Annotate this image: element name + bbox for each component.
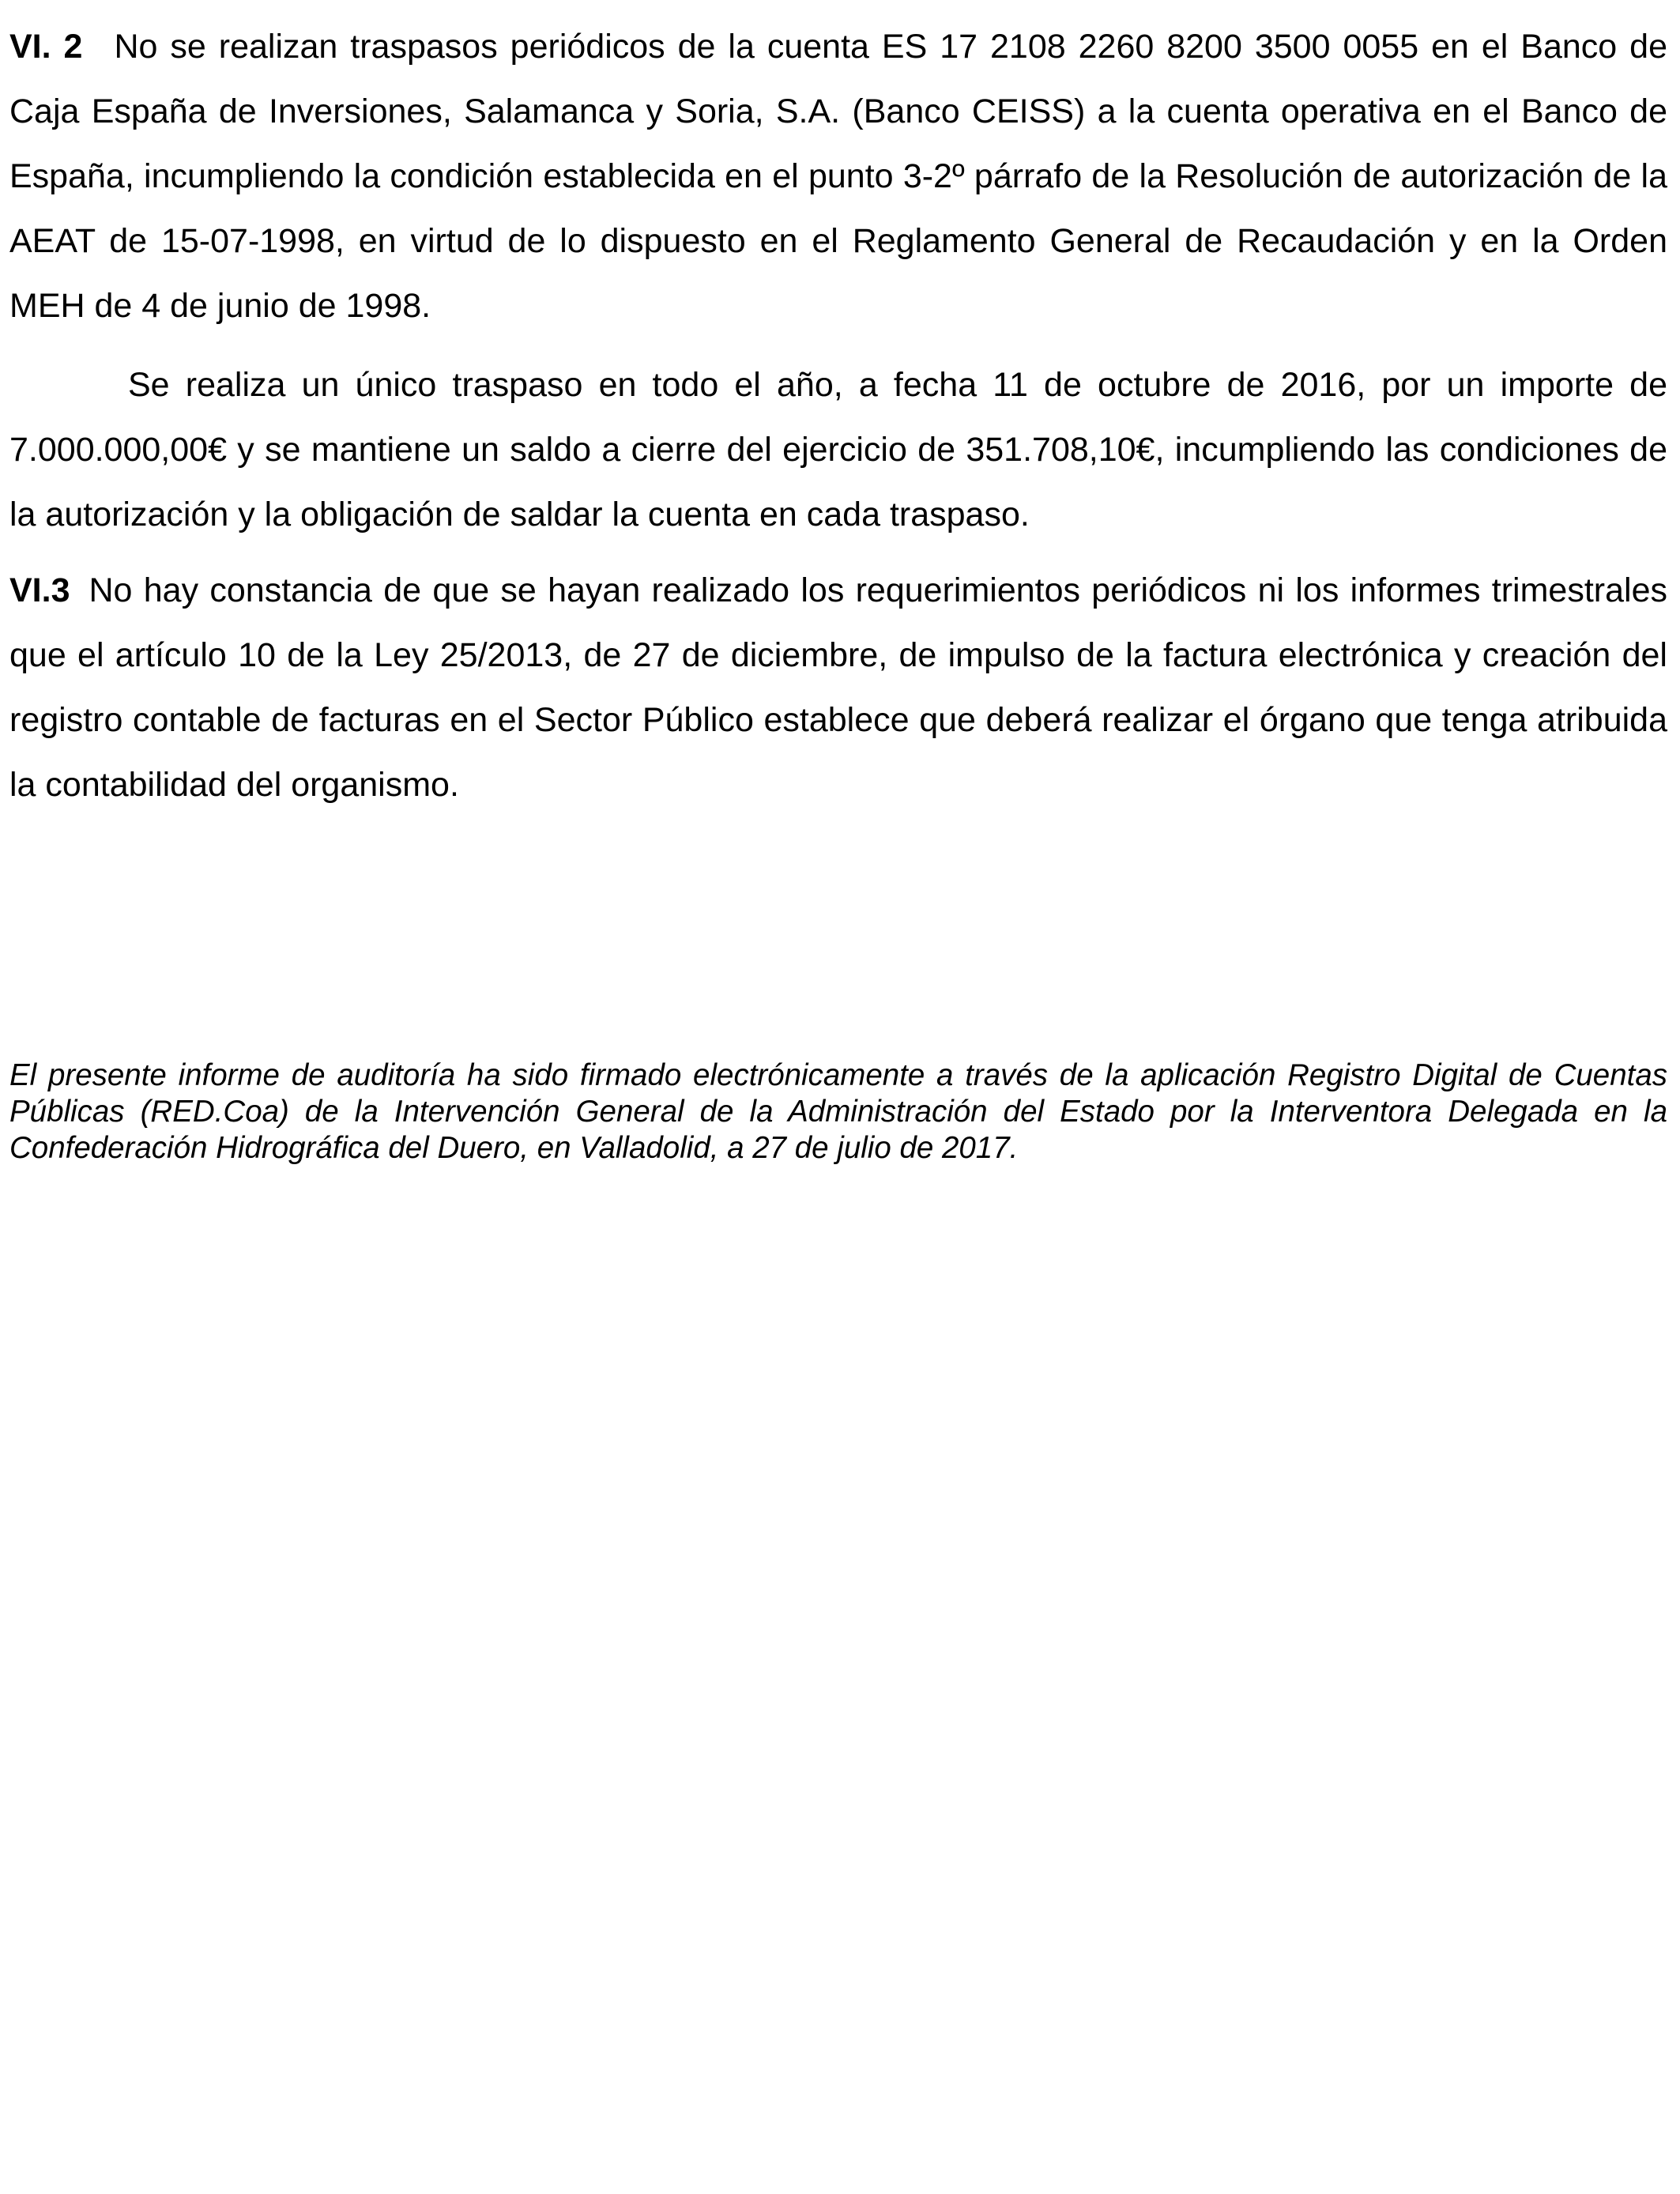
section-vi2-paragraph2: Se realiza un único traspaso en todo el año, a fecha 11 de octubre de 2016, por un importe de 7.000.000,00€ y se mantiene un saldo a cierre del ejercicio de 351.708,10€, incumpliendo las condiciones de la autorización y la obligación de saldar la cuenta en cada traspaso. bbox=[9, 366, 1667, 533]
section-vi3-text: No hay constancia de que se hayan realizado los requerimientos periódicos ni los informes trimestrales que el artículo 10 de la Ley 25/2013, de 27 de diciembre, de impulso de la factura electrónica y creación del registro contable de facturas en el Sector Público establece que deberá realizar el órgano que tenga atribuida la contabilidad del organismo. bbox=[9, 571, 1667, 804]
signature-note: El presente informe de auditoría ha sido firmado electrónicamente a través de la aplicación Registro Digital de Cuentas Públicas (RED.Coa) de la Intervención General de la Administración del Estado por la Interventora Delegada en la Confederación Hidrográfica del Duero, en Valladolid, a 27 de julio de 2017. bbox=[9, 1058, 1667, 1165]
section-vi2-heading: VI. 2 bbox=[9, 28, 83, 66]
section-vi2-paragraph1 bbox=[9, 14, 1667, 338]
section-vi3-paragraph bbox=[9, 558, 1667, 817]
document-page bbox=[9, 14, 1667, 817]
section-vi2-text1: No se realizan traspasos periódicos de la cuenta ES 17 2108 2260 8200 3500 0055 en el Banco de Caja España de Inversiones, Salamanca y Soria, S.A. (Banco CEISS) a la cuenta operativa en el Banco de España, incumpliendo la condición establecida en el punto 3-2º párrafo de la Resolución de autorización de la AEAT de 15-07-1998, en virtud de lo dispuesto en el Reglamento General de Recaudación y en la Orden MEH de 4 de junio de 1998. bbox=[9, 28, 1667, 325]
section-vi3-heading: VI.3 bbox=[9, 571, 70, 609]
